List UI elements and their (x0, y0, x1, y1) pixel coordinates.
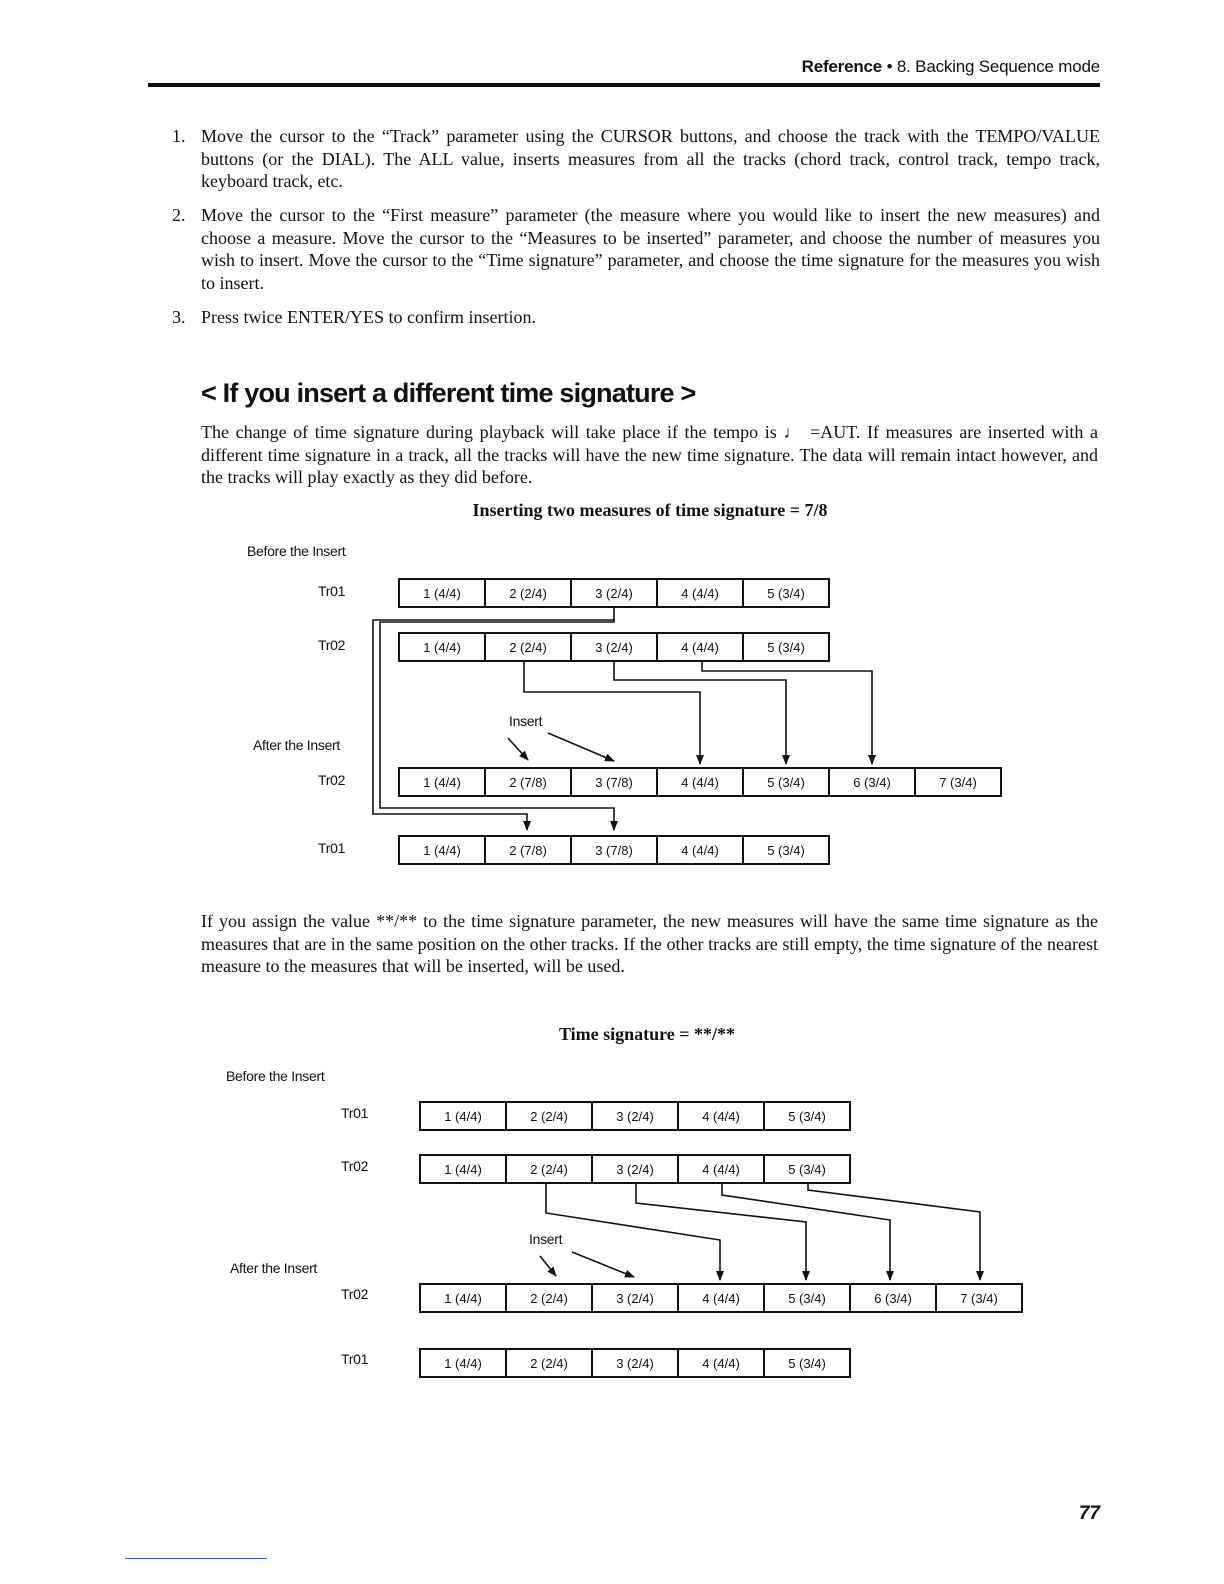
measure-cell: 7 (3/4) (914, 767, 1002, 797)
diagram2-insert-label: Insert (529, 1231, 563, 1247)
measure-cell: 3 (2/4) (570, 578, 658, 608)
measure-cell: 2 (2/4) (505, 1154, 593, 1184)
measure-cell: 1 (4/4) (398, 767, 486, 797)
measure-cell: 1 (4/4) (419, 1283, 507, 1313)
diagram1-track-label: Tr01 (318, 583, 346, 599)
diagram1-track-label: Tr01 (318, 840, 346, 856)
measure-cell: 4 (4/4) (677, 1283, 765, 1313)
measure-cell: 3 (2/4) (591, 1283, 679, 1313)
footnote-rule (125, 1558, 267, 1559)
measure-cell: 5 (3/4) (763, 1348, 851, 1378)
step-number: 3. (172, 307, 186, 327)
measure-cell: 5 (3/4) (742, 767, 830, 797)
measure-cell: 5 (3/4) (763, 1101, 851, 1131)
diagram1-caption: Inserting two measures of time signature = 7/8 (472, 500, 828, 520)
measure-cell: 2 (2/4) (484, 632, 572, 662)
diagram2-before-label: Before the Insert (226, 1068, 325, 1084)
measure-cell: 4 (4/4) (677, 1101, 765, 1131)
measure-cell: 7 (3/4) (935, 1283, 1023, 1313)
step-number: 1. (172, 126, 186, 146)
diagram1-track-label: Tr02 (318, 772, 346, 788)
diagram1-track-label: Tr02 (318, 637, 346, 653)
header-chapter: 8. Backing Sequence mode (896, 57, 1100, 76)
measure-cell: 1 (4/4) (419, 1101, 507, 1131)
step-text: Move the cursor to the “Track” parameter using the CURSOR buttons, and choose the track with the TEMPO/VALUE buttons (or the DIAL). The ALL value, inserts measures from all the tracks (chord track, control track, tempo track, keyboard track, etc. (201, 126, 1100, 191)
diagram2-track-label: Tr02 (341, 1286, 369, 1302)
measure-cell: 6 (3/4) (828, 767, 916, 797)
measure-cell: 5 (3/4) (742, 578, 830, 608)
diagram2-caption: Time signature = **/** (558, 1024, 736, 1044)
measure-cell: 2 (2/4) (484, 578, 572, 608)
measure-cell: 1 (4/4) (419, 1154, 507, 1184)
measure-cell: 4 (4/4) (656, 767, 744, 797)
header-section: Reference (801, 57, 883, 76)
measure-cell: 4 (4/4) (656, 578, 744, 608)
measure-cell: 1 (4/4) (419, 1348, 507, 1378)
section-title: < If you insert a different time signature > (201, 378, 696, 408)
step-text: Move the cursor to the “First measure” parameter (the measure where you would like to insert the new measures) and choose a measure. Move the cursor to the “Measures to be inserted” parameter, and choose the number of measures you wish to insert. Move the cursor to the “Time signature” parameter, and choose the time signature for the measures you wish to insert. (201, 205, 1100, 293)
measure-cell: 3 (2/4) (591, 1348, 679, 1378)
section-paragraph-1: The change of time signature during playback will take place if the tempo is ♩ =AUT. If measures are inserted with a different time signature in a track, all the tracks will have the new time signature. The data will remain intact however, and the tracks will play exactly as they did before. (201, 422, 1098, 487)
diagram1-after-label: After the Insert (253, 737, 341, 753)
measure-cell: 3 (2/4) (591, 1101, 679, 1131)
diagram1-before-label: Before the Insert (247, 543, 346, 559)
diagram2-track-label: Tr01 (341, 1351, 369, 1367)
measure-cell: 2 (7/8) (484, 767, 572, 797)
measure-cell: 3 (7/8) (570, 767, 658, 797)
measure-cell: 1 (4/4) (398, 578, 486, 608)
diagram2-track-label: Tr02 (341, 1158, 369, 1174)
measure-cell: 4 (4/4) (656, 835, 744, 865)
measure-cell: 2 (7/8) (484, 835, 572, 865)
measure-cell: 3 (2/4) (570, 632, 658, 662)
measure-cell: 5 (3/4) (763, 1283, 851, 1313)
diagram2-track-label: Tr01 (341, 1105, 369, 1121)
measure-cell: 2 (2/4) (505, 1101, 593, 1131)
section-paragraph-2: If you assign the value **/** to the time signature parameter, the new measures will have the same time signature as the measures that are in the same position on the other tracks. If the other tracks are still empty, the time signature of the nearest measure to the measures that will be inserted, will be used. (201, 911, 1098, 976)
step-number: 2. (172, 205, 186, 225)
measure-cell: 2 (2/4) (505, 1283, 593, 1313)
measure-cell: 6 (3/4) (849, 1283, 937, 1313)
diagram2-after-label: After the Insert (230, 1260, 318, 1276)
measure-cell: 3 (7/8) (570, 835, 658, 865)
page-number: 77 (1078, 1503, 1100, 1524)
measure-cell: 4 (4/4) (656, 632, 744, 662)
step-text: Press twice ENTER/YES to confirm insertion. (201, 307, 536, 327)
diagram1-insert-label: Insert (509, 713, 543, 729)
measure-cell: 2 (2/4) (505, 1348, 593, 1378)
measure-cell: 4 (4/4) (677, 1348, 765, 1378)
measure-cell: 1 (4/4) (398, 835, 486, 865)
measure-cell: 3 (2/4) (591, 1154, 679, 1184)
measure-cell: 4 (4/4) (677, 1154, 765, 1184)
measure-cell: 1 (4/4) (398, 632, 486, 662)
measure-cell: 5 (3/4) (763, 1154, 851, 1184)
measure-cell: 5 (3/4) (742, 632, 830, 662)
header-bullet: • (886, 57, 893, 76)
measure-cell: 5 (3/4) (742, 835, 830, 865)
